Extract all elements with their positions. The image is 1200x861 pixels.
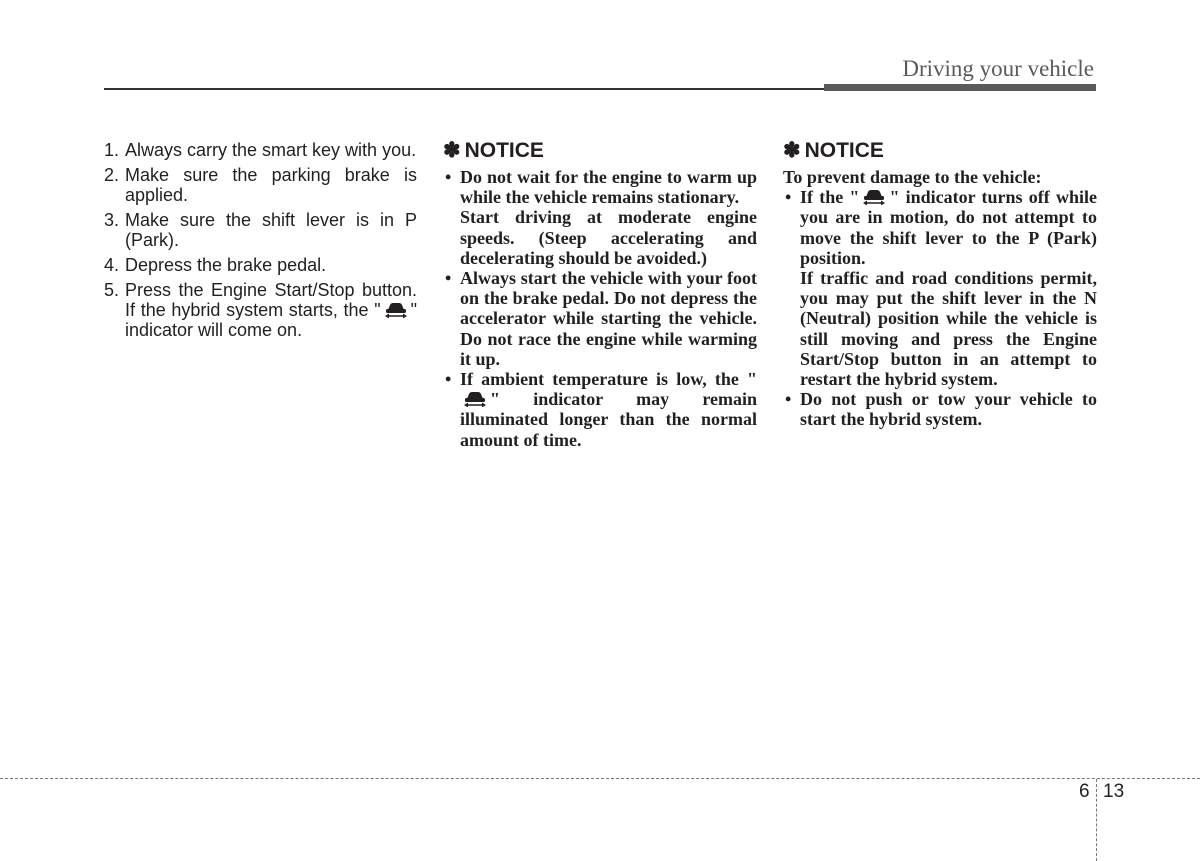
- bullet-icon: •: [445, 167, 452, 187]
- starting-steps-column: [104, 140, 417, 345]
- step-text-after: " indicator will come on.: [125, 300, 417, 340]
- bullet-text: Always start the vehicle with your foot on the brake pedal. Do not depress the accelerator while starting the vehicle. Do not race the engine while warming it up.: [460, 268, 757, 369]
- notice-bullets: [443, 167, 757, 450]
- bullet-text: [800, 187, 1097, 268]
- bullet-text-before: If ambient temperature is low, the ": [460, 369, 757, 390]
- header-rule-accent: [824, 84, 1096, 91]
- footer-divider-vertical: [1096, 779, 1097, 861]
- starting-steps-list: [104, 140, 417, 340]
- step-text: Depress the brake pedal.: [125, 255, 327, 275]
- notice-heading: [783, 139, 1097, 163]
- bullet-text-after: " indicator may remain illuminated longer than the normal amount of time.: [460, 389, 757, 450]
- bullet-text-after: " indicator turns off while you are in motion, do not attempt to move the shift lever to the P (Park) position.: [800, 187, 1097, 268]
- notice-star-icon: ✽: [783, 139, 801, 162]
- list-item: [783, 187, 1097, 389]
- notice-heading: [443, 139, 757, 163]
- bullet-text-before: If the ": [800, 187, 860, 208]
- notice-title: NOTICE: [804, 139, 884, 162]
- list-item: [443, 268, 757, 369]
- notice-box-damage: [783, 140, 1097, 430]
- list-item: [104, 210, 417, 250]
- list-item: [443, 167, 757, 268]
- notice-bullets: [783, 187, 1097, 429]
- bullet-text: Start driving at moderate engine speeds. (Steep accelerating and decelerating should be avoided.): [460, 207, 757, 268]
- list-item: [104, 255, 417, 275]
- notice-lead: To prevent damage to the vehicle:: [783, 167, 1042, 187]
- page-number: 13: [1103, 781, 1125, 802]
- bullet-text: Do not push or tow your vehicle to start the hybrid system.: [800, 389, 1097, 430]
- step-number: 5.: [104, 280, 120, 300]
- hybrid-ready-icon: [383, 302, 409, 318]
- list-item: [104, 280, 417, 340]
- step-number: 2.: [104, 165, 120, 185]
- hybrid-ready-icon: [861, 189, 887, 205]
- notice-title: NOTICE: [464, 139, 544, 162]
- bullet-text: Do not wait for the engine to warm up while the vehicle remains stationary.: [460, 167, 757, 208]
- bullet-text: If traffic and road conditions permit, you may put the shift lever in the N (Neutral) position while the vehicle is still moving and press the Engine Start/Stop button in an attempt to restart the hybrid system.: [800, 268, 1097, 390]
- step-number: 1.: [104, 140, 120, 160]
- list-item: [443, 369, 757, 450]
- hybrid-ready-icon: [462, 391, 488, 407]
- chapter-number: 6: [1079, 781, 1090, 802]
- step-text: Make sure the shift lever is in P (Park).: [125, 210, 417, 250]
- bullet-icon: •: [445, 268, 452, 289]
- bullet-text: [460, 369, 757, 450]
- step-text: Always carry the smart key with you.: [125, 140, 417, 160]
- bullet-icon: •: [785, 389, 792, 410]
- notice-star-icon: ✽: [443, 139, 461, 162]
- step-text: Make sure the parking brake is applied.: [125, 165, 417, 205]
- header-rule: [104, 88, 824, 90]
- list-item: [104, 165, 417, 205]
- bullet-icon: •: [445, 369, 452, 390]
- step-number: 4.: [104, 255, 120, 275]
- section-title: Driving your vehicle: [902, 56, 1094, 81]
- notice-box-warmup: [443, 140, 757, 450]
- bullet-icon: •: [785, 187, 792, 208]
- step-text-before: Press the Engine Start/Stop button. If the hybrid system starts, the ": [125, 280, 417, 320]
- list-item: [783, 389, 1097, 429]
- footer-divider: [0, 778, 1200, 779]
- step-number: 3.: [104, 210, 120, 230]
- list-item: [104, 140, 417, 160]
